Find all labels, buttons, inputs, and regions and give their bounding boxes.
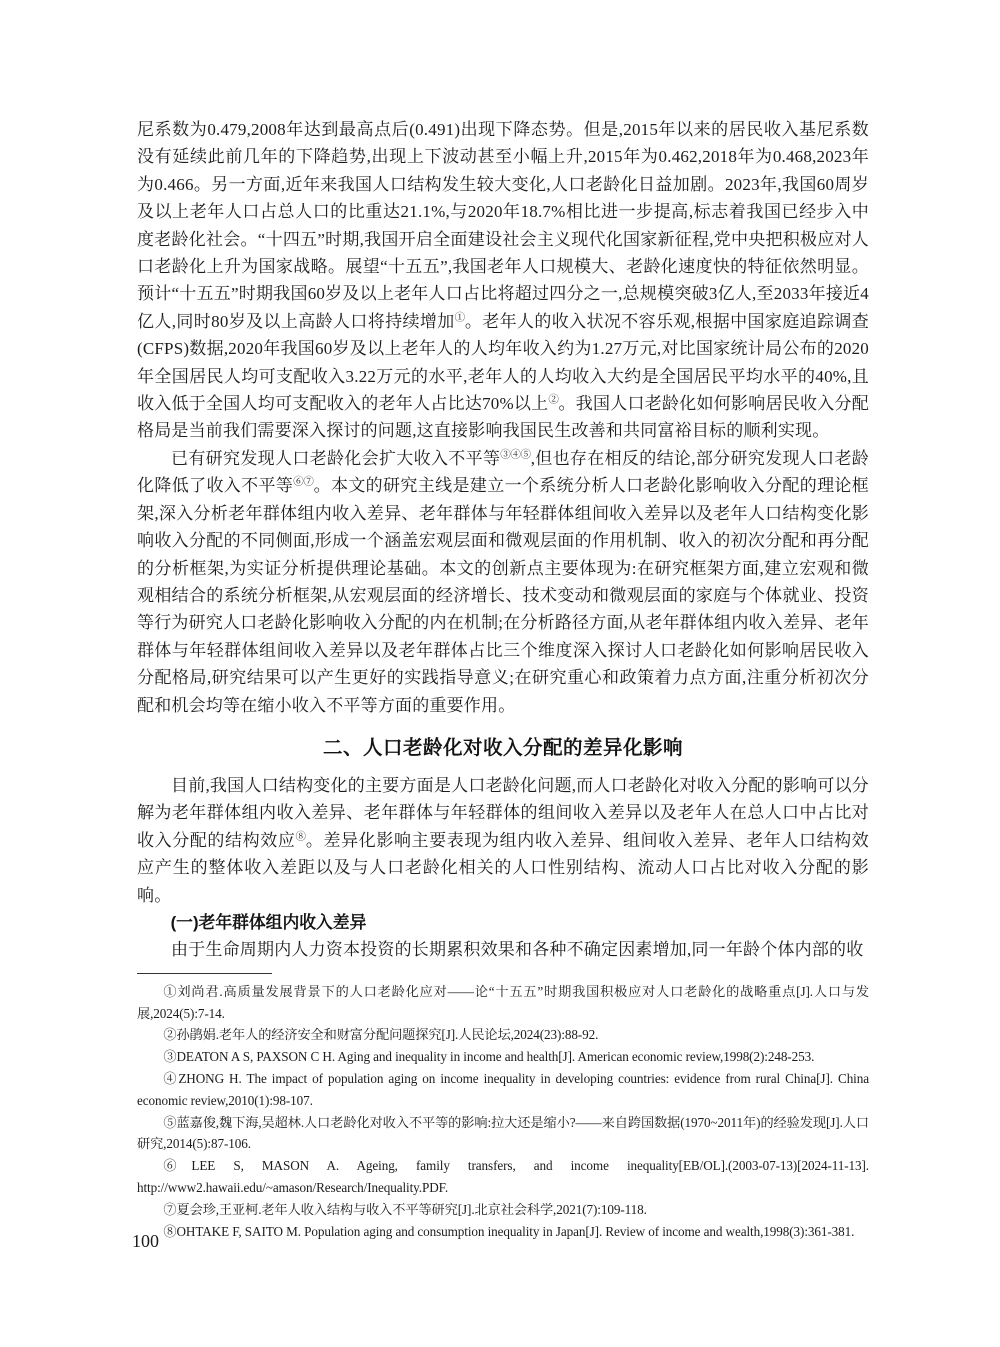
body-paragraph-2: 已有研究发现人口老龄化会扩大收入不平等③④⑤,但也存在相反的结论,部分研究发现人口老龄化降低了收入不平等⑥⑦。本文的研究主线是建立一个系统分析人口老龄化影响收入分配的理论框架,深入分析老年群体组内收入差异、老年群体与年轻群体组间收入差异以及老年人口结构变化影响收入分配的不同侧面,形成一个涵盖宏观层面和微观层面的作用机制、收入的初次分配和再分配的分析框架,为实证分析提供理论基础。本文的创新点主要体现为:在研究框架方面,建立宏观和微观相结合的系统分析框架,从宏观层面的经济增长、技术变动和微观层面的家庭与个体就业、投资等行为研究人口老龄化影响收入分配的内在机制;在分析路径方面,从老年群体组内收入差异、老年群体与年轻群体组间收入差异以及老年群体占比三个维度深入探讨人口老龄化如何影响居民收入分配格局,研究结果可以产生更好的实践指导意义;在研究重心和政策着力点方面,注重分析初次分配和机会均等在缩小收入不平等方面的重要作用。 bbox=[137, 448, 869, 715]
section-heading: 二、人口老龄化对收入分配的差异化影响 bbox=[322, 736, 683, 759]
page-number: 100 bbox=[132, 1231, 159, 1251]
page-content bbox=[137, 116, 869, 1242]
body-paragraph-1: 尼系数为0.479,2008年达到最高点后(0.491)出现下降态势。但是,2015年以来的居民收入基尼系数没有延续此前几年的下降趋势,出现上下波动甚至小幅上升,2015年为0.462,2018年为0.468,2023年为0.466。另一方面,近年来我国人口结构发生较大变化,人口老龄化日益加剧。2023年,我国60周岁及以上老年人口占总人口的比重达21.1%,与2020年18.7%相比进一步提高,标志着我国已经步入中度老龄化社会。“十四五”时期,我国开启全面建设社会主义现代化国家新征程,党中央把积极应对人口老龄化上升为国家战略。展望“十五五”,我国老年人口规模大、老龄化速度快的特征依然明显。预计“十五五”时期我国60岁及以上老年人口占比将超过四分之一,总规模突破3亿人,至2033年接近4亿人,同时80岁及以上高龄人口将持续增加①。老年人的收入状况不容乐观,根据中国家庭追踪调查(CFPS)数据,2020年我国60岁及以上老年人的人均年收入约为1.27万元,对比国家统计局公布的2020年全国居民人均可支配收入3.22万元的水平,老年人的人均收入大约是全国居民平均水平的40%,且收入低于全国人均可支配收入的老年人占比达70%以上②。我国人口老龄化如何影响居民收入分配格局是当前我们需要深入探讨的问题,这直接影响我国民生改善和共同富裕目标的顺利实现。 bbox=[137, 120, 870, 441]
footnote-ref: ③④⑤ bbox=[500, 449, 531, 461]
footnote-item: ④ZHONG H. The impact of population aging on income inequality in developing countries: evidence from rural China[J]. China economic review,2010(1):98-107. bbox=[137, 1070, 869, 1108]
footnote-item: ①刘尚君.高质量发展背景下的人口老龄化应对——论“十五五”时期我国积极应对人口老龄化的战略重点[J].人口与发展,2024(5):7-14. bbox=[137, 983, 869, 1021]
footnote-item: ⑦夏会珍,王亚柯.老年人收入结构与收入不平等研究[J].北京社会科学,2021(7):109-118. bbox=[163, 1201, 647, 1217]
footnote-separator-rule bbox=[137, 973, 272, 974]
footnote-ref: ① bbox=[454, 312, 465, 324]
footnote-item: ⑤蓝嘉俊,魏下海,吴超林.人口老龄化对收入不平等的影响:拉大还是缩小?——来自跨国数据(1970~2011年)的经验发现[J].人口研究,2014(5):87-106. bbox=[137, 1114, 869, 1152]
body-paragraph-3: 目前,我国人口结构变化的主要方面是人口老龄化问题,而人口老龄化对收入分配的影响可以分解为老年群体组内收入差异、老年群体与年轻群体的组间收入差异以及老年人在总人口中占比对收入分配的结构效应⑧。差异化影响主要表现为组内收入差异、组间收入差异、老年人口结构效应产生的整体收入差距以及与人口老龄化相关的人口性别结构、流动人口占比对收入分配的影响。 bbox=[137, 775, 869, 905]
footnote-ref: ⑧ bbox=[295, 831, 306, 843]
footnote-ref: ⑥⑦ bbox=[293, 476, 314, 488]
footnote-ref: ② bbox=[548, 394, 559, 406]
subsection-heading: (一)老年群体组内收入差异 bbox=[170, 912, 367, 932]
footnote-item: ③DEATON A S, PAXSON C H. Aging and inequality in income and health[J]. American economic review,1998(2):248-253. bbox=[163, 1049, 815, 1065]
footnote-item: ⑥LEE S, MASON A. Ageing, family transfers, and income inequality[EB/OL].(2003-07-13)[2024-11-13]. http://www2.hawaii.edu/~amason/Research/Inequality.PDF. bbox=[137, 1158, 869, 1195]
footnote-item: ②孙鹃娟.老年人的经济安全和财富分配问题探究[J].人民论坛,2024(23):88-92. bbox=[163, 1027, 599, 1043]
footnotes-section bbox=[137, 981, 869, 1243]
body-paragraph-4: 由于生命周期内人力资本投资的长期累积效果和各种不确定因素增加,同一年龄个体内部的收 bbox=[171, 940, 864, 960]
footnote-item: ⑧OHTAKE F, SAITO M. Population aging and consumption inequality in Japan[J]. Review of income and wealth,1998(3):361-381. bbox=[163, 1223, 855, 1239]
